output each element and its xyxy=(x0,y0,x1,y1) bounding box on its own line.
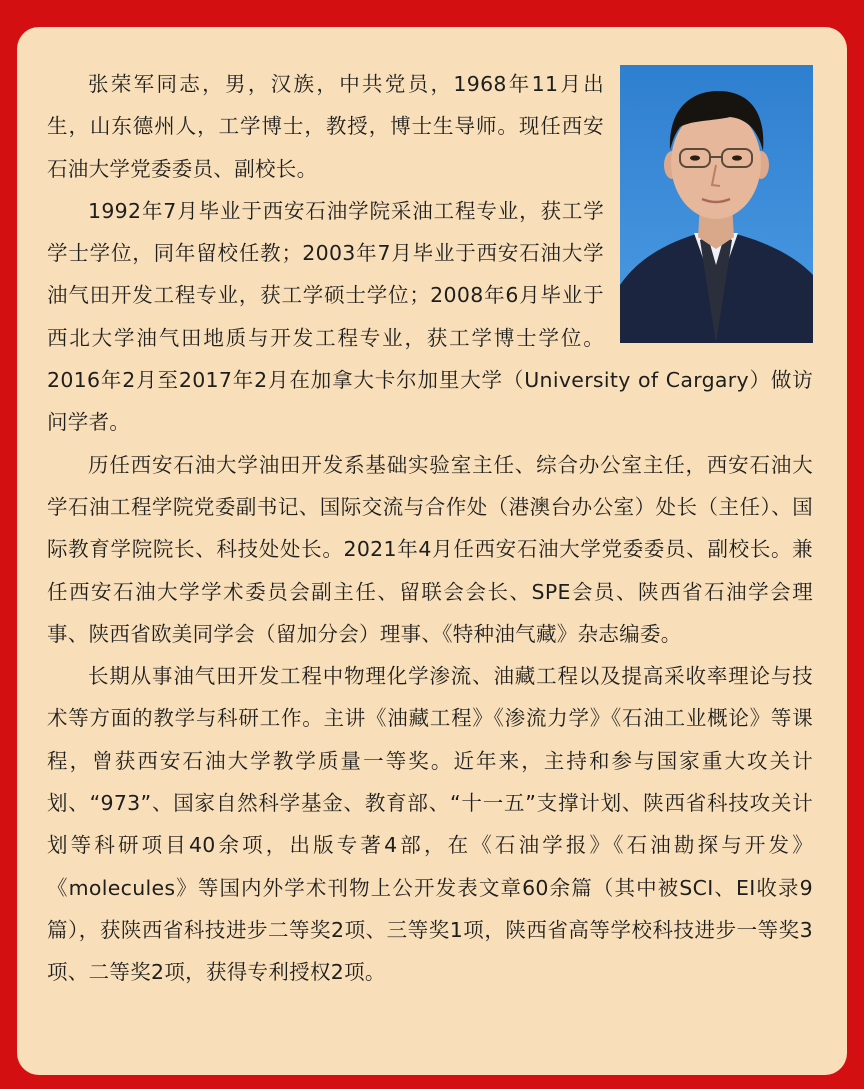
biography-text xyxy=(47,63,813,994)
portrait-photo xyxy=(620,65,813,343)
paragraph-education: 1992年7月毕业于西安石油学院采油工程专业，获工学学士学位，同年留校任教；2003年7月毕业于西安石油大学油气田开发工程专业，获工学硕士学位；2008年6月毕业于西北大学油气田地质与开发工程专业，获工学博士学位。2016年2月至2017年2月在加拿大卡尔加里大学（University of Cargary）做访问学者。 xyxy=(47,198,813,435)
paragraph-research: 长期从事油气田开发工程中物理化学渗流、油藏工程以及提高采收率理论与技术等方面的教学与科研工作。主讲《油藏工程》《渗流力学》《石油工业概论》等课程，曾获西安石油大学教学质量一等奖。近年来，主持和参与国家重大攻关计划、“973”、国家自然科学基金、教育部、“十一五”支撑计划、陕西省科技攻关计划等科研项目40余项，出版专著4部，在《石油学报》《石油勘探与开发》《molecules》等国内外学术刊物上公开发表文章60余篇（其中被SCI、EI收录9篇），获陕西省科技进步二等奖2项、三等奖1项，陕西省高等学校科技进步一等奖3项、二等奖2项，获得专利授权2项。 xyxy=(47,664,813,985)
profile-card xyxy=(17,27,847,1075)
paragraph-intro: 张荣军同志，男，汉族，中共党员，1968年11月出生，山东德州人，工学博士，教授，博士生导师。现任西安石油大学党委委员、副校长。 xyxy=(47,72,604,181)
paragraph-positions: 历任西安石油大学油田开发系基础实验室主任、综合办公室主任，西安石油大学石油工程学院党委副书记、国际交流与合作处（港澳台办公室）处长（主任）、国际教育学院院长、科技处处长。2021年4月任西安石油大学党委委员、副校长。兼任西安石油大学学术委员会副主任、留联会会长、SPE会员、陕西省石油学会理事、陕西省欧美同学会（留加分会）理事、《特种油气藏》杂志编委。 xyxy=(47,452,813,646)
